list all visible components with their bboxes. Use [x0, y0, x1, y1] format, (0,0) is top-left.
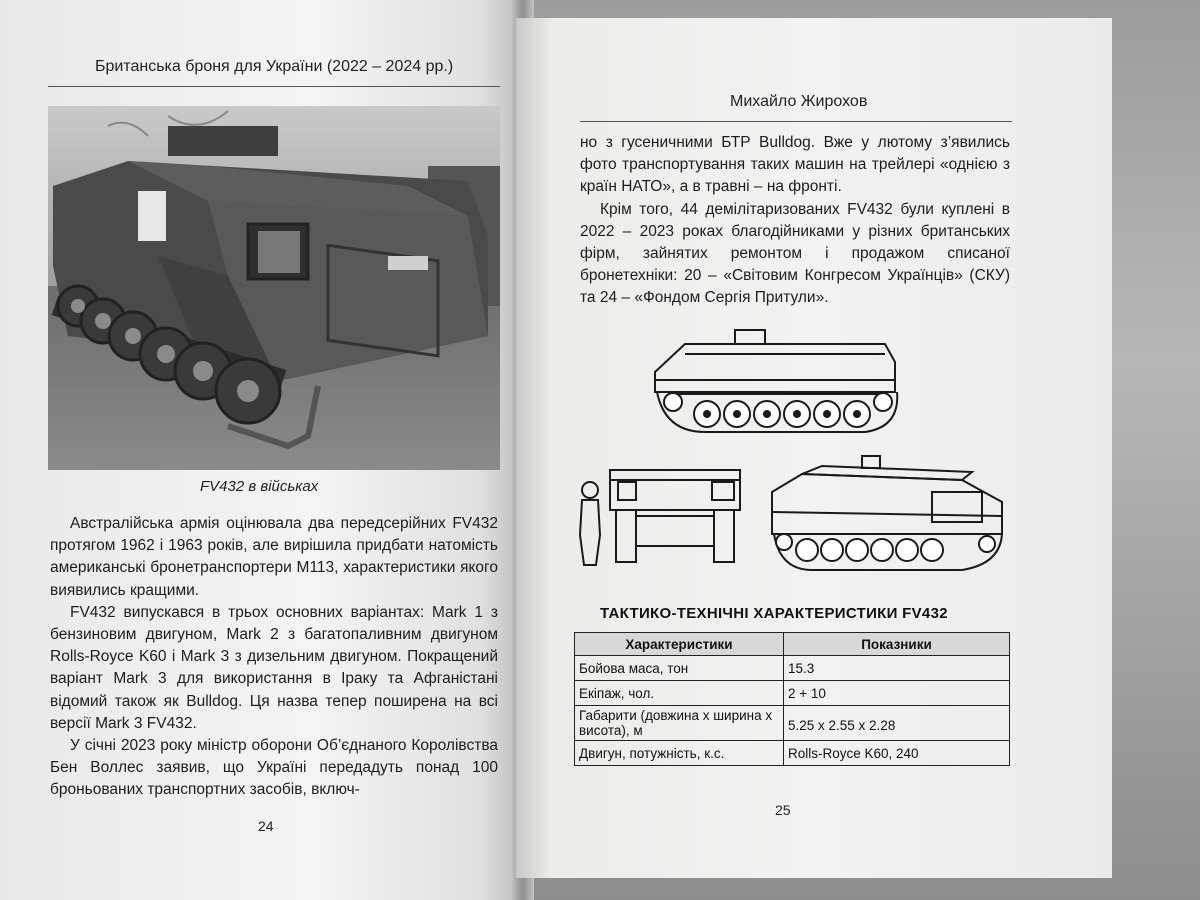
specs-table: [574, 632, 1010, 766]
table-row: [575, 656, 1010, 681]
table-header-cell: Характеристики: [575, 633, 784, 656]
fv432-front-view-drawing: [572, 460, 752, 570]
left-paragraph-2: FV432 випускався в трьох основних варіантах: Mark 1 з бензиновим двигуном, Mark 2 з багатопаливним двигуном Rolls-Royce K60 і Mark 3 з дизельним двигуном. Покращений варіант Mark 3 для використання в Іраку та Афганістані відомий також як Bulldog. Ця назва тепер поширена на всі версії Mark 3 FV432.: [50, 603, 498, 732]
table-cell: 15.3: [784, 656, 1010, 681]
table-header-row: [575, 633, 1010, 656]
left-paragraph-3: У січні 2023 року міністр оборони Об’єднаного Королівства Бен Воллес заявив, що Україні передадуть понад 100 броньованих транспортних засобів, включ-: [50, 737, 498, 799]
table-cell: Бойова маса, тон: [575, 656, 784, 681]
table-header-cell: Показники: [784, 633, 1010, 656]
right-body-text: [580, 132, 1010, 310]
table-cell: Двигун, потужність, к.с.: [575, 741, 784, 766]
left-running-header: Британська броня для України (2022 – 2024 рр.): [95, 58, 454, 75]
right-paragraph-2: Крім того, 44 демілітаризованих FV432 були куплені в 2022 – 2023 роках благодійниками у різних британських фірм, зайнятих ремонтом і продажом списаної бронетехніки: 20 – «Світовим Конгресом Українців» (СКУ) та 24 – «Фондом Сергія Притули».: [580, 200, 1010, 307]
left-page-number: 24: [258, 818, 274, 834]
fv432-side-view-drawing: [645, 322, 905, 442]
left-header-rule: [48, 86, 500, 87]
fv432-perspective-drawing: [762, 452, 1012, 574]
left-paragraph-1: Австралійська армія оцінювала два передсерійних FV432 протягом 1962 і 1963 років, але вирішила придбати натомість американські бронетранспортери М113, характеристики якого виявились кращими.: [50, 515, 498, 599]
table-cell: Екіпаж, чол.: [575, 681, 784, 706]
fv432-photo: [48, 106, 500, 470]
table-row: [575, 706, 1010, 741]
table-cell: Габарити (довжина х ширина х висота), м: [575, 706, 784, 741]
right-running-header: Михайло Жирохов: [730, 93, 868, 110]
left-page: [0, 0, 522, 900]
table-row: [575, 681, 1010, 706]
table-row: [575, 741, 1010, 766]
right-page-number: 25: [775, 802, 791, 818]
left-body-text: [50, 513, 498, 802]
table-cell: Rolls-Royce K60, 240: [784, 741, 1010, 766]
right-paragraph-1: но з гусеничними БТР Bulldog. Вже у лютому з’явились фото транспортування таких машин на трейлері «однією з країн НАТО», а в травні – на фронті.: [580, 134, 1010, 196]
table-cell: 2 + 10: [784, 681, 1010, 706]
table-title: ТАКТИКО-ТЕХНІЧНІ ХАРАКТЕРИСТИКИ FV432: [600, 605, 948, 622]
right-header-rule: [580, 121, 1012, 122]
table-cell: 5.25 x 2.55 x 2.28: [784, 706, 1010, 741]
photo-caption: FV432 в військах: [200, 478, 319, 495]
